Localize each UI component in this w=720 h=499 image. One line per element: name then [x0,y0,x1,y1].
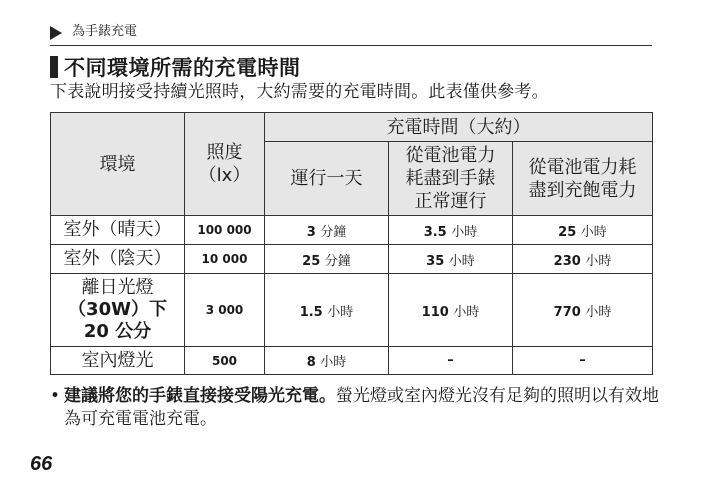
row-illuminance: 500 [185,347,265,375]
value-unit: 小時 [585,304,612,320]
charging-note [50,385,660,431]
header-illuminance [185,113,265,216]
title-bar-marker [50,56,58,78]
header-environment: 環境 [51,113,185,216]
table-row [51,216,653,245]
row-to-normal [389,245,513,274]
row-environment-line: 20 公分 [83,321,152,342]
row-to-full [513,216,653,245]
value-unit: 小時 [327,304,354,320]
row-one-day [265,347,389,375]
row-environment: 室外（晴天） [51,216,185,245]
row-one-day [265,216,389,245]
header-charge-time: 充電時間（大約） [265,113,653,142]
row-environment [51,274,185,347]
note-text: 螢光燈或室內燈光沒有足夠的照明以有效地為可充電電池充電。 [64,386,659,429]
bullet-icon: • [50,386,61,406]
value-number: 110 [421,304,449,320]
value-unit: 小時 [320,355,347,370]
section-label: 為手錶充電 [72,24,138,39]
value-unit: 小時 [453,304,480,320]
intro-text: 下表說明接受持續光照時，大約需要的充電時間。此表僅供參考。 [50,82,549,102]
header-to-full-line: 盡到充飽電力 [528,179,637,201]
page-number: 66 [30,453,53,475]
value-number: – [579,353,586,368]
header-illuminance-label: 照度 [206,142,243,163]
page-title-text: 不同環境所需的充電時間 [64,56,301,80]
row-to-full [513,347,653,375]
row-one-day [265,245,389,274]
header-to-normal-line: 耗盡到手錶 [405,168,496,189]
page-title [50,54,301,80]
header-illuminance-unit: （lx） [198,165,251,186]
value-unit: 小時 [448,253,475,269]
note-body [64,385,660,431]
row-illuminance: 3 000 [185,274,265,347]
row-to-normal [389,347,513,375]
value-unit: 小時 [585,253,612,269]
header-to-full-line: 從電池電力耗 [528,156,637,178]
table-header-row [51,113,653,142]
header-to-normal-line: 正常運行 [414,191,487,212]
value-number: 1.5 [299,304,323,320]
triangle-marker-icon [50,26,62,40]
value-number: – [447,353,454,368]
row-illuminance: 10 000 [185,245,265,274]
row-to-normal [389,216,513,245]
value-number: 25 [302,253,321,269]
section-header [50,23,652,46]
header-to-normal [389,142,513,216]
row-to-full [513,274,653,347]
header-to-full [513,142,653,216]
value-unit: 分鐘 [320,224,347,240]
row-environment: 室外（陰天） [51,245,185,274]
value-number: 3.5 [423,224,447,240]
note-emphasis: 建議將您的手錶直接接受陽光充電。 [64,386,336,406]
value-unit: 小時 [580,224,607,240]
value-number: 230 [553,253,581,269]
value-unit: 分鐘 [324,253,351,269]
charge-time-table [50,112,653,375]
row-to-full [513,245,653,274]
value-number: 25 [558,224,577,240]
row-environment-line: （30W）下 [68,299,167,320]
row-to-normal [389,274,513,347]
row-environment: 室內燈光 [51,347,185,375]
row-one-day [265,274,389,347]
value-unit: 小時 [451,224,478,240]
row-environment-line: 離日光燈 [81,277,154,298]
value-number: 35 [426,253,445,269]
table-row [51,347,653,375]
row-illuminance: 100 000 [185,216,265,245]
value-number: 8 [306,355,316,370]
header-one-day: 運行一天 [265,142,389,216]
header-to-normal-line: 從電池電力 [405,145,496,166]
value-number: 770 [553,304,581,320]
value-number: 3 [306,224,316,240]
table-row [51,245,653,274]
table-row [51,274,653,347]
